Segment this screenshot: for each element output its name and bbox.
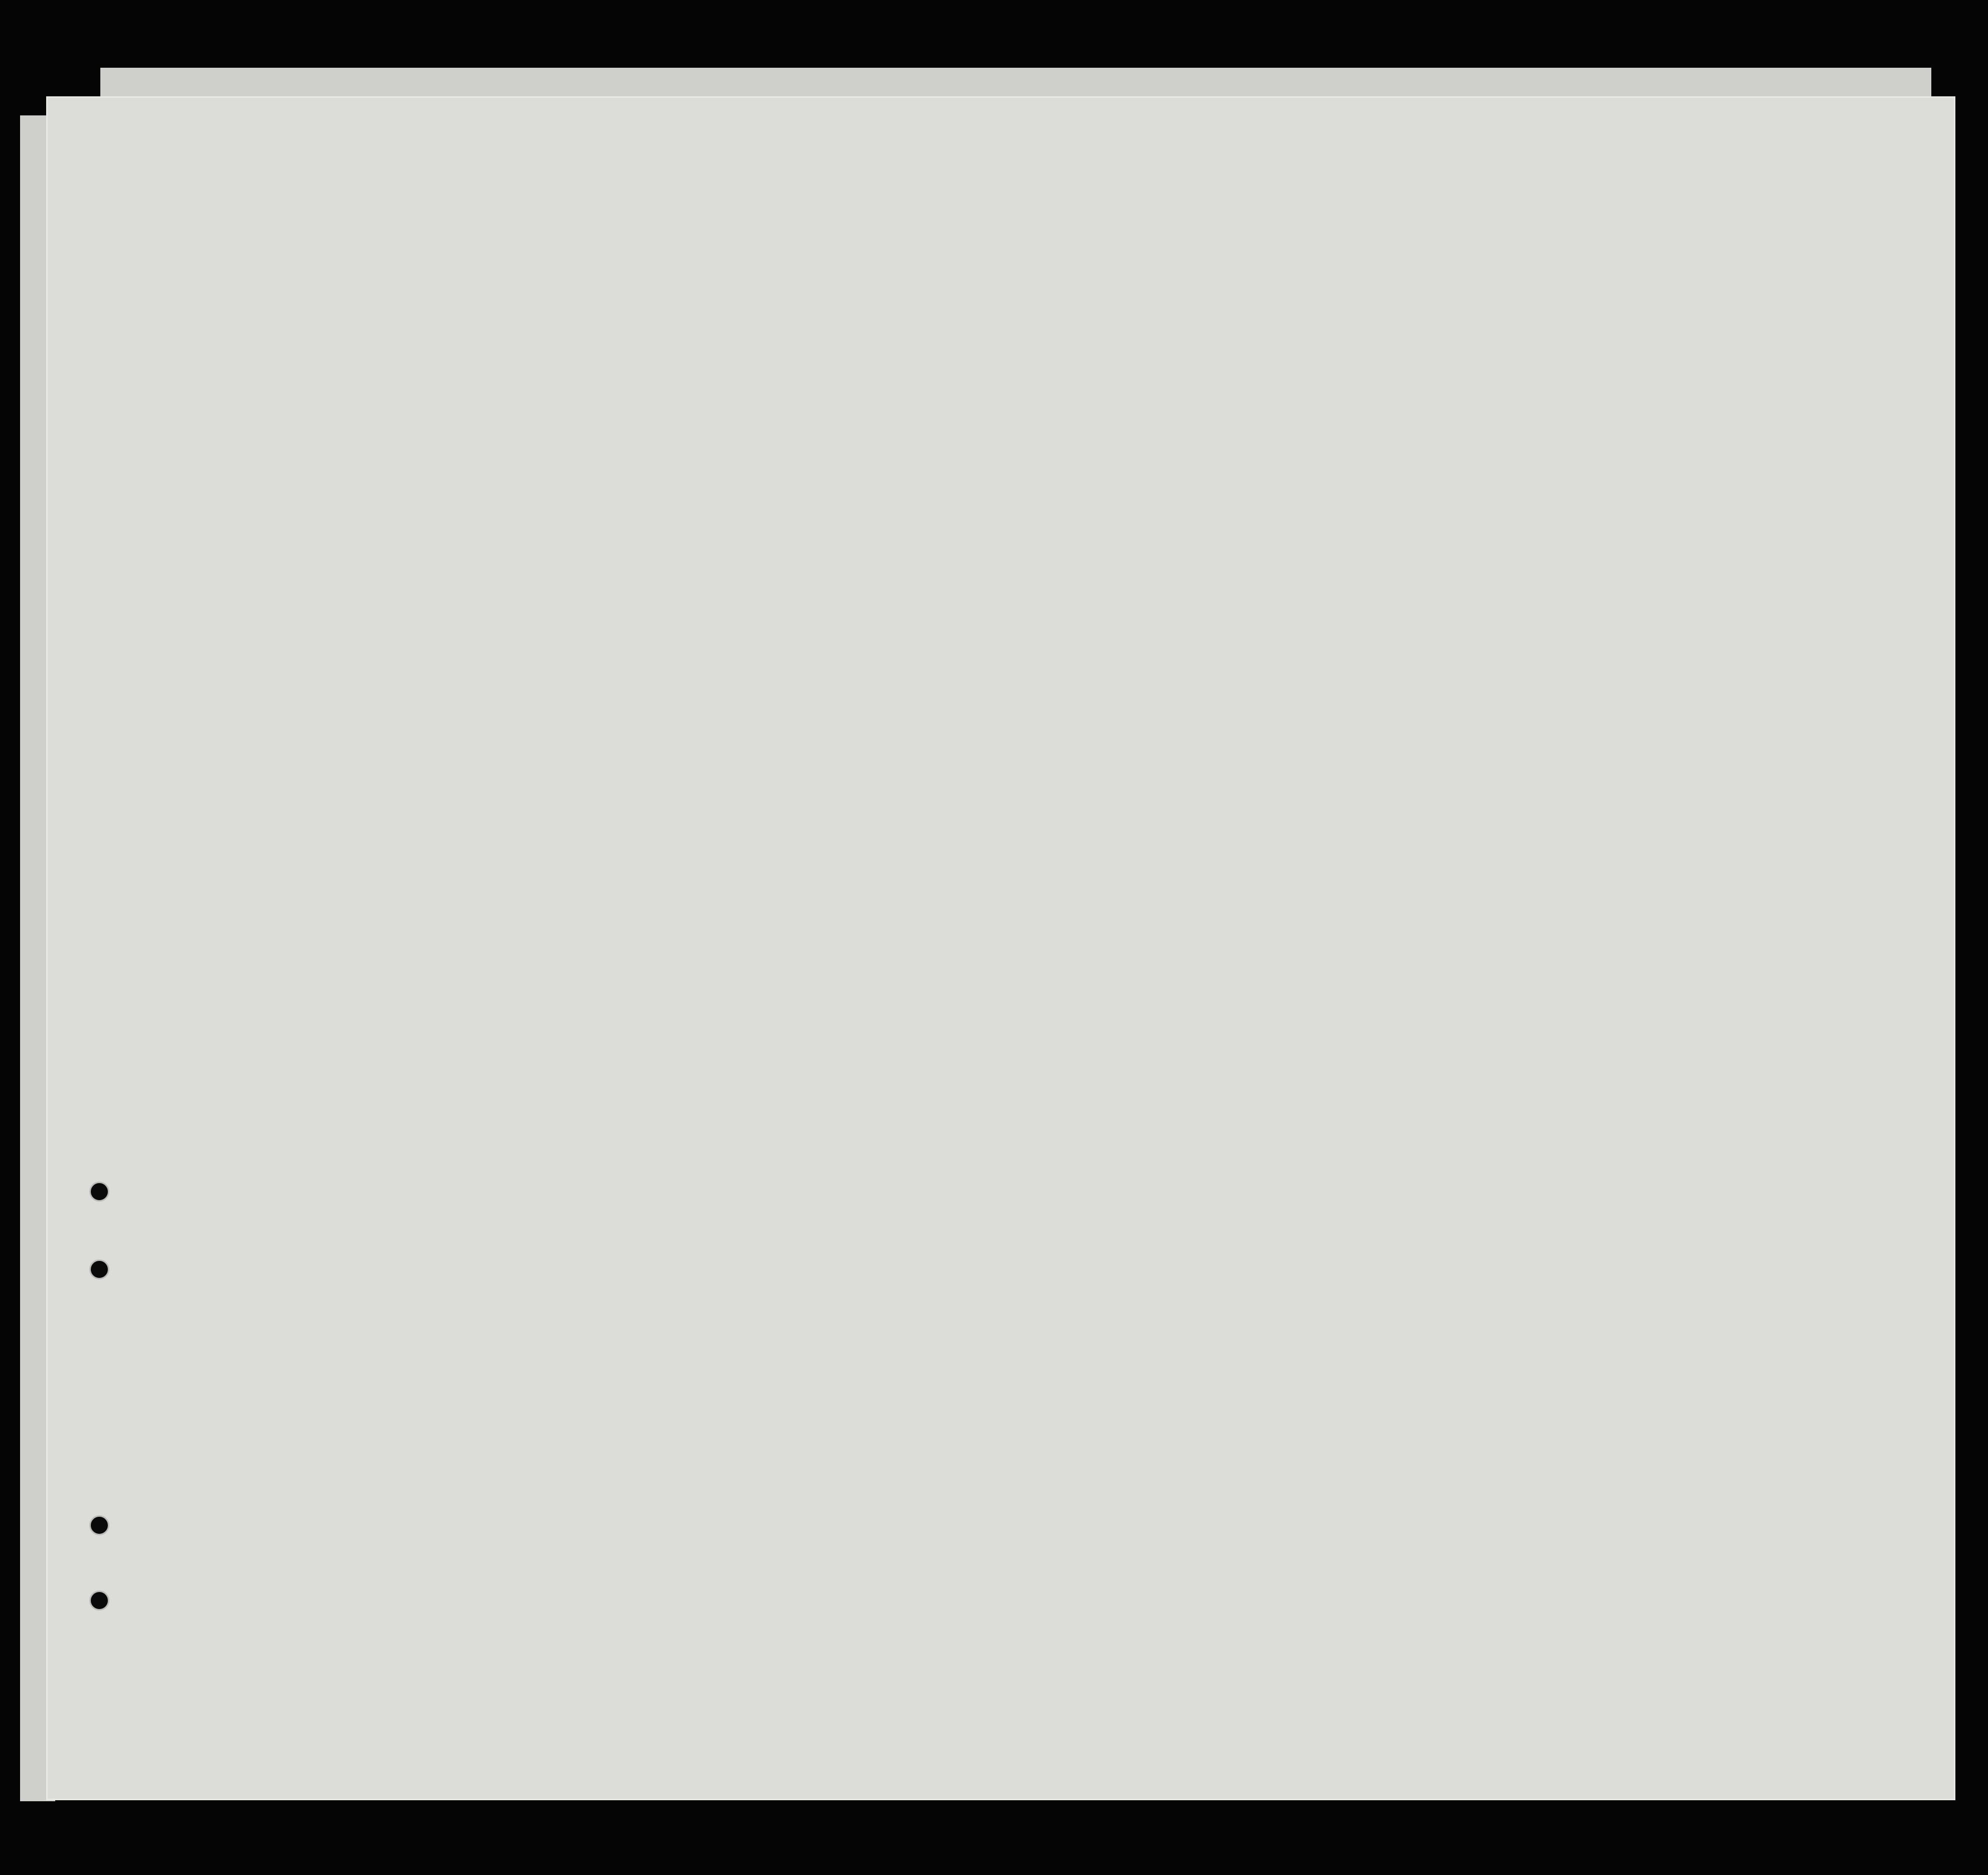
binder-hole xyxy=(89,1259,109,1279)
binder-hole xyxy=(89,1591,109,1611)
binder-hole xyxy=(89,1182,109,1202)
binder-hole xyxy=(89,1515,109,1535)
